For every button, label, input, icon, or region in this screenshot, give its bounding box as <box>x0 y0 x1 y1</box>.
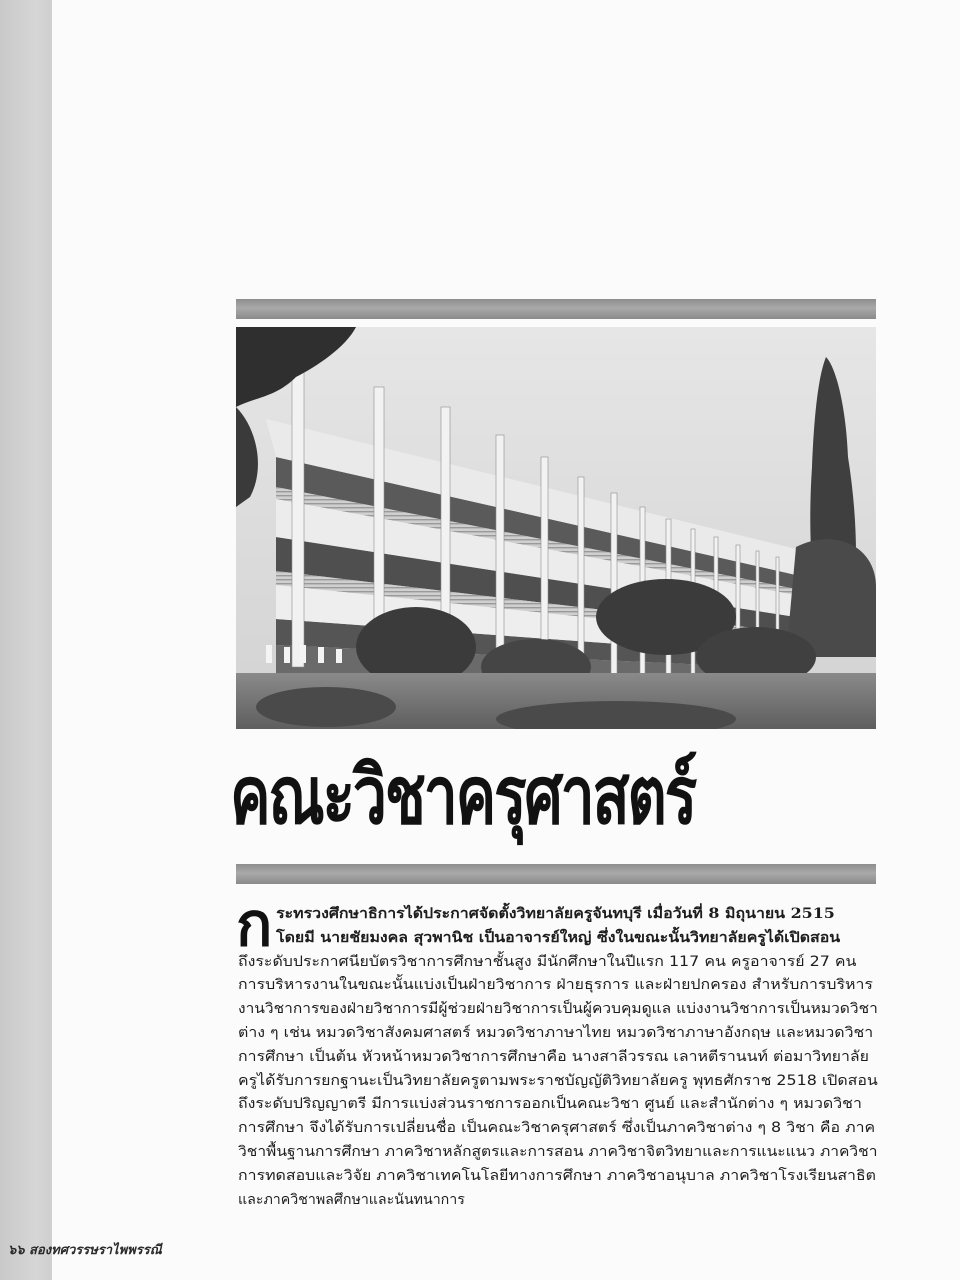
bottom-rule-bar <box>236 864 876 884</box>
top-rule-bar <box>236 299 876 319</box>
body-line: ระทรวงศึกษาธิการได้ประกาศจัดตั้งวิทยาลัยครูจันทบุรี เมื่อวันที่ 8 มิถุนายน 2515 <box>276 906 835 922</box>
body-line: การศึกษา จึงได้รับการเปลี่ยนชื่อ เป็นคณะวิชาครุศาสตร์ ซึ่งเป็นภาควิชาต่าง ๆ 8 วิชา คือ ภาค <box>238 1120 876 1137</box>
body-line: วิชาพื้นฐานการศึกษา ภาควิชาหลักสูตรและการสอน ภาควิชาจิตวิทยาและการแนะแนว ภาควิชา <box>238 1143 878 1160</box>
page-footer: ๖๖ สองทศวรรษราไพพรรณี <box>8 1243 162 1258</box>
body-line: ถึงระดับประกาศนียบัตรวิชาการศึกษาชั้นสูง มีนักศึกษาในปีแรก 117 คน ครูอาจารย์ 27 คน <box>238 953 857 970</box>
body-line: การบริหารงานในขณะนั้นแบ่งเป็นฝ่ายวิชาการ ฝ่ายธุรการ และฝ่ายปกครอง สำหรับการบริหาร <box>238 977 873 994</box>
body-line: งานวิชาการของฝ่ายวิชาการมีผู้ช่วยฝ่ายวิชาการเป็นผู้ควบคุมดูแล แบ่งงานวิชาการเป็นหมวดวิชา <box>238 1001 878 1018</box>
body-line: ต่าง ๆ เช่น หมวดวิชาสังคมศาสตร์ หมวดวิชาภาษาไทย หมวดวิชาภาษาอังกฤษ และหมวดวิชา <box>238 1024 874 1041</box>
body-line: และภาควิชาพลศึกษาและนันทนาการ <box>238 1191 465 1208</box>
body-line: ถึงระดับปริญญาตรี มีการแบ่งส่วนราชการออกเป็นคณะวิชา ศูนย์ และสำนักต่าง ๆ หมวดวิชา <box>238 1096 862 1113</box>
body-line: โดยมี นายชัยมงคล สุวพานิช เป็นอาจารย์ใหญ่ ซึ่งในขณะนั้นวิทยาลัยครูได้เปิดสอน <box>276 929 841 946</box>
left-margin-stripe <box>0 0 52 1280</box>
building-photo <box>236 327 876 729</box>
body-line: ครูได้รับการยกฐานะเป็นวิทยาลัยครูตามพระราชบัญญัติวิทยาลัยครู พุทธศักราช 2518 เปิดสอน <box>238 1072 878 1089</box>
section-heading: คณะวิชาครุศาสตร์ <box>230 749 695 842</box>
drop-cap: ก <box>236 890 273 960</box>
body-line: การศึกษา เป็นต้น หัวหน้าหมวดวิชาการศึกษาคือ นางสาลีวรรณ เลาหตีรานนท์ ต่อมาวิทยาลัย <box>238 1048 869 1065</box>
body-line: การทดสอบและวิจัย ภาควิชาเทคโนโลยีทางการศึกษา ภาควิชาอนุบาล ภาควิชาโรงเรียนสาธิต <box>238 1167 876 1184</box>
body-paragraph <box>238 903 878 1212</box>
